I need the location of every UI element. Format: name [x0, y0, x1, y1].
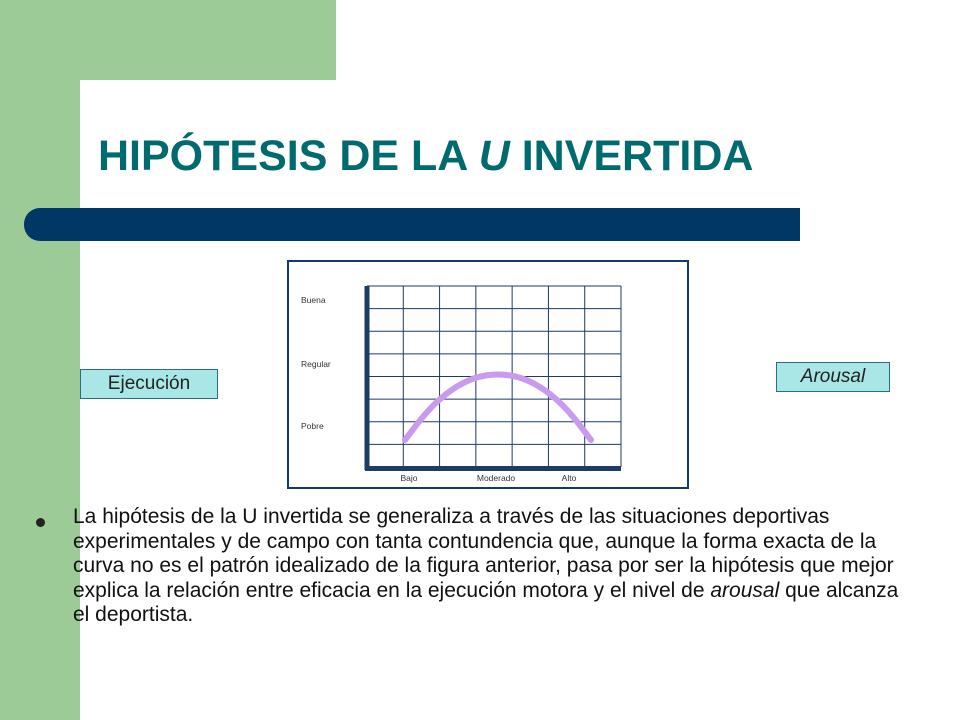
- inverted-u-chart: [287, 260, 689, 489]
- green-side-band: [0, 0, 80, 720]
- bullet-text-arousal: arousal: [710, 578, 780, 602]
- bullet-text-1: La hipótesis de la U invertida se generaliza a través de las situaciones deportivas experimentales y de campo con tanta contundencia que, aunque la forma exacta de la curva no es el patrón idealizado de la figura anterior, pasa por ser la hipótesis que mejor explica la relación entre eficacia en la ejecución motora y el nivel de: [73, 505, 894, 602]
- title-part-2: INVERTIDA: [509, 132, 754, 180]
- x-tick-label: Bajo: [400, 473, 418, 483]
- chart-canvas: [289, 262, 687, 487]
- bullet-paragraph: [73, 505, 903, 628]
- x-tick-label: Moderado: [476, 473, 516, 483]
- title-part-1: HIPÓTESIS DE LA: [98, 132, 479, 180]
- bullet-dot-icon: [36, 518, 45, 527]
- title-part-u: U: [478, 132, 510, 180]
- bullet-text-2: que alcanza el deportista.: [73, 578, 899, 626]
- inverted-u-curve: [405, 375, 591, 440]
- green-top-band: [0, 0, 336, 80]
- slide-title: [98, 132, 753, 181]
- y-tick-label: Pobre: [301, 421, 324, 431]
- y-tick-label: Buena: [301, 295, 326, 305]
- x-tick-label: Alto: [561, 473, 577, 483]
- y-axis-label-ejecucion: Ejecución: [80, 369, 218, 399]
- title-underline-bar: [24, 208, 800, 241]
- y-tick-label: Regular: [301, 359, 331, 369]
- x-axis-label-arousal: Arousal: [776, 362, 890, 392]
